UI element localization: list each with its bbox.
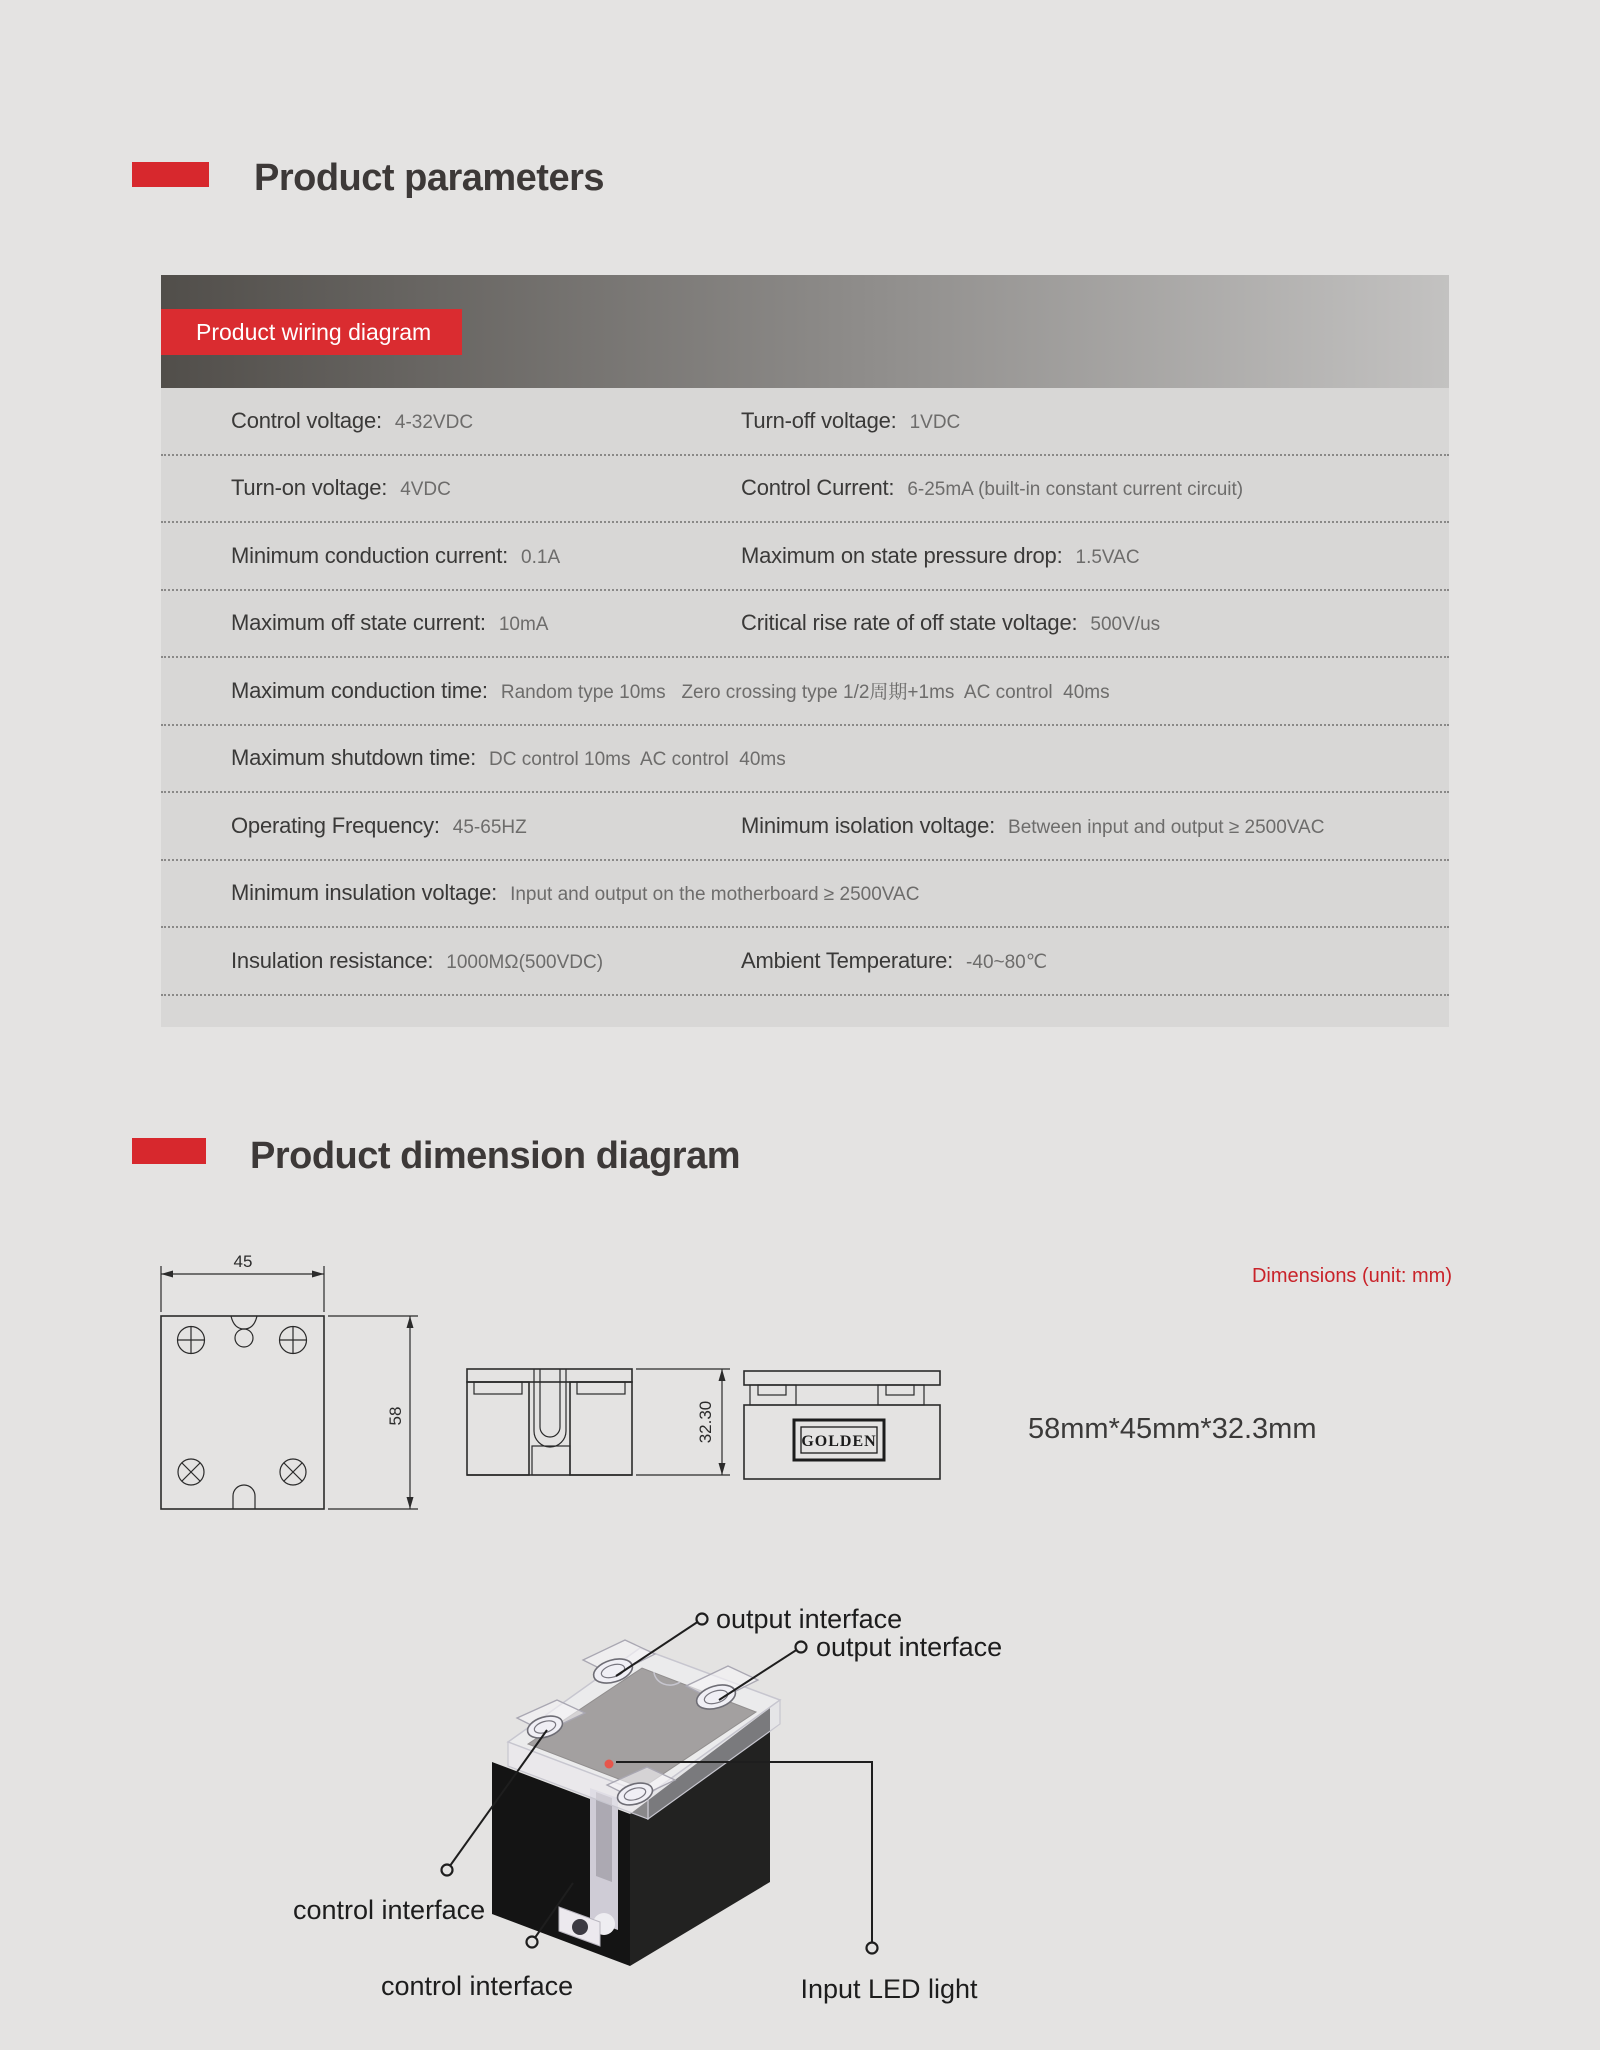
dim-width-label: 45 — [233, 1252, 253, 1271]
param-label: Maximum shutdown time: — [231, 745, 477, 771]
param-label: Ambient Temperature: — [741, 947, 954, 973]
param-value: 1.5VAC — [1075, 546, 1140, 568]
param-value: 1000MΩ(500VDC) — [446, 951, 604, 973]
section-marker-red — [132, 162, 209, 187]
product-parameters-table — [161, 275, 1449, 1027]
callout-dot — [527, 1937, 538, 1948]
callout-output-right — [719, 1632, 1002, 1700]
product-3d-figure — [270, 1580, 1100, 2050]
param-value: 45-65HZ — [452, 816, 527, 838]
wiring-diagram-tab: Product wiring diagram — [161, 309, 462, 355]
table-row — [161, 591, 1449, 659]
callout-label-control-left: control interface — [293, 1895, 486, 1925]
param-cell — [231, 543, 741, 569]
param-value: 4VDC — [400, 479, 451, 501]
table-row — [161, 793, 1449, 861]
param-cell — [231, 610, 741, 636]
front-view-drawing — [161, 1252, 418, 1509]
input-led-dot — [605, 1760, 614, 1769]
param-cell — [741, 408, 1449, 434]
param-cell — [231, 475, 741, 501]
table-row — [161, 388, 1449, 456]
table-row — [161, 726, 1449, 794]
callout-label-output-top: output interface — [716, 1604, 903, 1634]
param-cell — [741, 610, 1449, 636]
dim-depth-label: 32.30 — [696, 1400, 715, 1444]
param-cell — [741, 543, 1449, 569]
callout-dot — [796, 1642, 807, 1653]
param-cell — [741, 475, 1449, 501]
dimensions-unit-note: Dimensions (unit: mm) — [1251, 1265, 1452, 1287]
param-cell — [231, 813, 741, 839]
callout-label-control-bottom: control interface — [381, 1971, 574, 2001]
screw-icon — [280, 1459, 306, 1485]
param-label: Maximum off state current: — [231, 610, 486, 636]
table-row — [161, 928, 1449, 996]
brand-view-drawing — [744, 1371, 940, 1479]
screw-icon — [177, 1326, 205, 1354]
param-label: Turn-off voltage: — [741, 407, 897, 433]
param-label: Critical rise rate of off state voltage: — [741, 610, 1078, 636]
callout-dot — [867, 1943, 878, 1954]
param-value: 1VDC — [909, 411, 961, 433]
overall-size-text: 58mm*45mm*32.3mm — [1028, 1413, 1317, 1445]
param-label: Maximum on state pressure drop: — [741, 542, 1063, 568]
param-label: Minimum isolation voltage: — [741, 812, 996, 838]
section-title-dimensions: Product dimension diagram — [250, 1135, 741, 1177]
param-cell — [231, 745, 1449, 771]
param-cell — [741, 813, 1449, 839]
dimension-drawings — [130, 1250, 1460, 1560]
param-value: DC control 10ms AC control 40ms — [489, 749, 786, 771]
param-value: 0.1A — [521, 546, 561, 568]
callout-label-output-right: output interface — [816, 1632, 1003, 1662]
wiring-table-body — [161, 388, 1449, 1027]
table-row — [161, 658, 1449, 726]
section-marker-red — [132, 1138, 206, 1164]
brand-label: GOLDEN — [801, 1433, 877, 1450]
callout-dot — [697, 1614, 708, 1625]
table-row — [161, 523, 1449, 591]
param-value: Input and output on the motherboard ≥ 2500VAC — [510, 884, 920, 906]
param-value: 500V/us — [1090, 614, 1161, 636]
param-label: Minimum conduction current: — [231, 542, 509, 568]
param-value: 6-25mA (built-in constant current circuit) — [907, 479, 1244, 501]
param-label: Turn-on voltage: — [231, 475, 388, 501]
param-value: Random type 10ms Zero crossing type 1/2周期+1ms AC control 40ms — [500, 682, 1110, 704]
param-cell — [231, 677, 1449, 704]
param-cell — [231, 408, 741, 434]
callout-label-input-led: Input LED light — [800, 1974, 978, 2004]
param-label: Operating Frequency: — [231, 812, 440, 838]
param-value: -40~80℃ — [966, 951, 1048, 973]
param-cell — [231, 880, 1449, 906]
side-view-drawing — [467, 1369, 730, 1475]
param-cell — [741, 948, 1449, 974]
table-row — [161, 456, 1449, 524]
param-value: Between input and output ≥ 2500VAC — [1008, 816, 1325, 838]
param-value: 10mA — [498, 614, 549, 636]
section-title-parameters: Product parameters — [254, 157, 605, 199]
callout-dot — [442, 1865, 453, 1876]
screw-icon — [279, 1326, 307, 1354]
param-label: Maximum conduction time: — [231, 678, 488, 704]
param-cell — [231, 948, 741, 974]
param-label: Minimum insulation voltage: — [231, 880, 498, 906]
table-row — [161, 861, 1449, 929]
param-value: 4-32VDC — [394, 411, 474, 433]
dim-height-label: 58 — [386, 1406, 405, 1426]
param-label: Insulation resistance: — [231, 947, 434, 973]
table-header-gradient — [161, 275, 1449, 388]
param-label: Control Current: — [741, 475, 895, 501]
param-label: Control voltage: — [231, 407, 382, 433]
screw-icon — [178, 1459, 204, 1485]
